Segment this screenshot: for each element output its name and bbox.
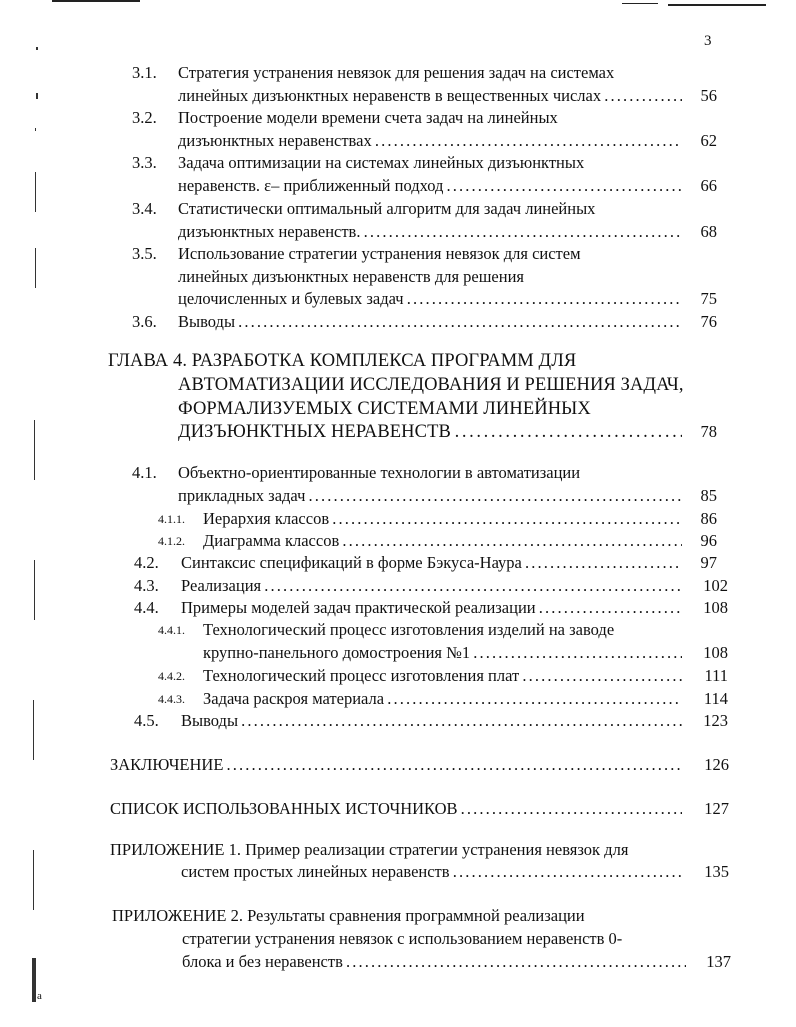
chapter-title: АВТОМАТИЗАЦИИ ИССЛЕДОВАНИЯ И РЕШЕНИЯ ЗАДАЧ, bbox=[178, 375, 684, 395]
toc-entry-page: 68 bbox=[700, 222, 717, 241]
margin-mark bbox=[34, 560, 35, 620]
toc-entry-number: 4.4.3. bbox=[158, 692, 185, 706]
toc-entry-number: 3.4. bbox=[132, 199, 157, 218]
toc-entry-title: целочисленных и булевых задач . . . bbox=[178, 289, 682, 309]
toc-entry-title: дизъюнктных неравенств. . . . bbox=[178, 222, 682, 242]
toc-entry-page: 137 bbox=[706, 952, 731, 971]
toc-entry-page: 114 bbox=[703, 689, 728, 708]
toc-entry-number: 4.5. bbox=[134, 711, 159, 730]
toc-entry-page: 96 bbox=[700, 531, 717, 550]
toc-entry-title: прикладных задач . . . bbox=[178, 486, 682, 506]
toc-entry-title: Иерархия классов . . . bbox=[203, 509, 682, 529]
toc-entry-title: Использование стратегии устранения невязок для систем bbox=[178, 244, 581, 263]
margin-mark bbox=[35, 248, 36, 288]
toc-entry-title: Технологический процесс изготовления изделий на заводе bbox=[203, 620, 615, 639]
toc-entry-title: Технологический процесс изготовления плат . . . bbox=[203, 666, 682, 686]
toc-entry-page: 75 bbox=[700, 289, 717, 308]
toc-entry-title: Синтаксис спецификаций в форме Бэкуса-Наура . . . bbox=[181, 553, 682, 573]
toc-entry-title: линейных дизъюнктных неравенств в вещественных числах . . . bbox=[178, 86, 682, 106]
toc-entry-page: 108 bbox=[703, 643, 728, 662]
toc-entry-page: 97 bbox=[700, 553, 717, 572]
toc-entry-title: систем простых линейных неравенств . . . bbox=[181, 862, 682, 882]
toc-entry-page: 111 bbox=[704, 666, 728, 685]
page-number: 3 bbox=[704, 33, 712, 49]
toc-entry-title: стратегии устранения невязок с использованием неравенств 0- bbox=[182, 929, 623, 948]
chapter-title: ГЛАВА 4. РАЗРАБОТКА КОМПЛЕКСА ПРОГРАММ ДЛЯ bbox=[108, 351, 577, 371]
toc-entry-page: 127 bbox=[704, 799, 729, 818]
toc-entry-page: 86 bbox=[700, 509, 717, 528]
margin-mark bbox=[33, 850, 34, 910]
toc-entry-title: Реализация . . . bbox=[181, 576, 682, 596]
toc-entry-title: Объектно-ориентированные технологии в автоматизации bbox=[178, 463, 581, 482]
toc-entry-page: 85 bbox=[700, 486, 717, 505]
toc-entry-number: 4.3. bbox=[134, 576, 159, 595]
toc-entry-page: 56 bbox=[700, 86, 717, 105]
margin-mark bbox=[36, 93, 38, 99]
toc-entry-title: блока и без неравенств . . . bbox=[182, 952, 686, 972]
toc-entry-title: Примеры моделей задач практической реализации . . . bbox=[181, 598, 682, 618]
toc-entry-page: 108 bbox=[703, 598, 728, 617]
corner-mark: a bbox=[37, 990, 42, 1002]
toc-entry-number: 4.4.1. bbox=[158, 623, 185, 637]
top-right-rule-2 bbox=[668, 4, 766, 6]
toc-entry-title: СПИСОК ИСПОЛЬЗОВАННЫХ ИСТОЧНИКОВ . . . bbox=[110, 799, 682, 819]
toc-entry-number: 4.4.2. bbox=[158, 669, 185, 683]
toc-entry-number: 4.1. bbox=[132, 463, 157, 482]
toc-entry-title: Стратегия устранения невязок для решения задач на системах bbox=[178, 63, 615, 82]
toc-entry-page: 102 bbox=[703, 576, 728, 595]
margin-mark bbox=[34, 420, 35, 480]
toc-entry-title: ПРИЛОЖЕНИЕ 1. Пример реализации стратегии устранения невязок для bbox=[110, 840, 629, 859]
chapter-title: ДИЗЪЮНКТНЫХ НЕРАВЕНСТВ . . . bbox=[178, 421, 682, 443]
toc-entry-title: линейных дизъюнктных неравенств для решения bbox=[178, 267, 525, 286]
toc-entry-page: 135 bbox=[704, 862, 729, 881]
toc-entry-number: 4.1.2. bbox=[158, 534, 185, 548]
toc-entry-page: 123 bbox=[703, 711, 728, 730]
toc-entry-title: Статистически оптимальный алгоритм для задач линейных bbox=[178, 199, 596, 218]
toc-entry-page: 78 bbox=[700, 422, 717, 441]
top-left-rule bbox=[52, 0, 140, 2]
toc-entry-page: 76 bbox=[700, 312, 717, 331]
toc-entry-title: Выводы . . . bbox=[181, 711, 682, 731]
margin-mark bbox=[35, 128, 36, 131]
toc-entry-title: дизъюнктных неравенствах . . . bbox=[178, 131, 682, 151]
toc-entry-number: 4.4. bbox=[134, 598, 159, 617]
margin-mark bbox=[36, 47, 38, 50]
toc-entry-title: ЗАКЛЮЧЕНИЕ . . . bbox=[110, 755, 682, 775]
toc-entry-title: Выводы . . . bbox=[178, 312, 682, 332]
top-right-rule-1 bbox=[622, 3, 658, 4]
margin-mark bbox=[33, 700, 34, 760]
margin-mark bbox=[32, 958, 36, 1002]
chapter-title: ФОРМАЛИЗУЕМЫХ СИСТЕМАМИ ЛИНЕЙНЫХ bbox=[178, 399, 591, 419]
toc-entry-number: 3.1. bbox=[132, 63, 157, 82]
toc-entry-number: 3.3. bbox=[132, 153, 157, 172]
toc-entry-title: ПРИЛОЖЕНИЕ 2. Результаты сравнения программной реализации bbox=[112, 906, 585, 925]
toc-entry-page: 62 bbox=[700, 131, 717, 150]
margin-mark bbox=[35, 172, 36, 212]
toc-entry-number: 4.2. bbox=[134, 553, 159, 572]
toc-entry-title: крупно-панельного домостроения №1 . . . bbox=[203, 643, 682, 663]
toc-entry-page: 126 bbox=[704, 755, 729, 774]
toc-entry-number: 3.5. bbox=[132, 244, 157, 263]
toc-entry-title: Диаграмма классов . . . bbox=[203, 531, 682, 551]
toc-entry-number: 4.1.1. bbox=[158, 512, 185, 526]
toc-entry-page: 66 bbox=[700, 176, 717, 195]
toc-entry-title: Задача оптимизации на системах линейных дизъюнктных bbox=[178, 153, 585, 172]
toc-entry-title: Задача раскроя материала . . . bbox=[203, 689, 682, 709]
toc-entry-title: неравенств. ε– приближенный подход . . . bbox=[178, 176, 682, 196]
toc-entry-number: 3.6. bbox=[132, 312, 157, 331]
toc-entry-title: Построение модели времени счета задач на линейных bbox=[178, 108, 558, 127]
toc-entry-number: 3.2. bbox=[132, 108, 157, 127]
